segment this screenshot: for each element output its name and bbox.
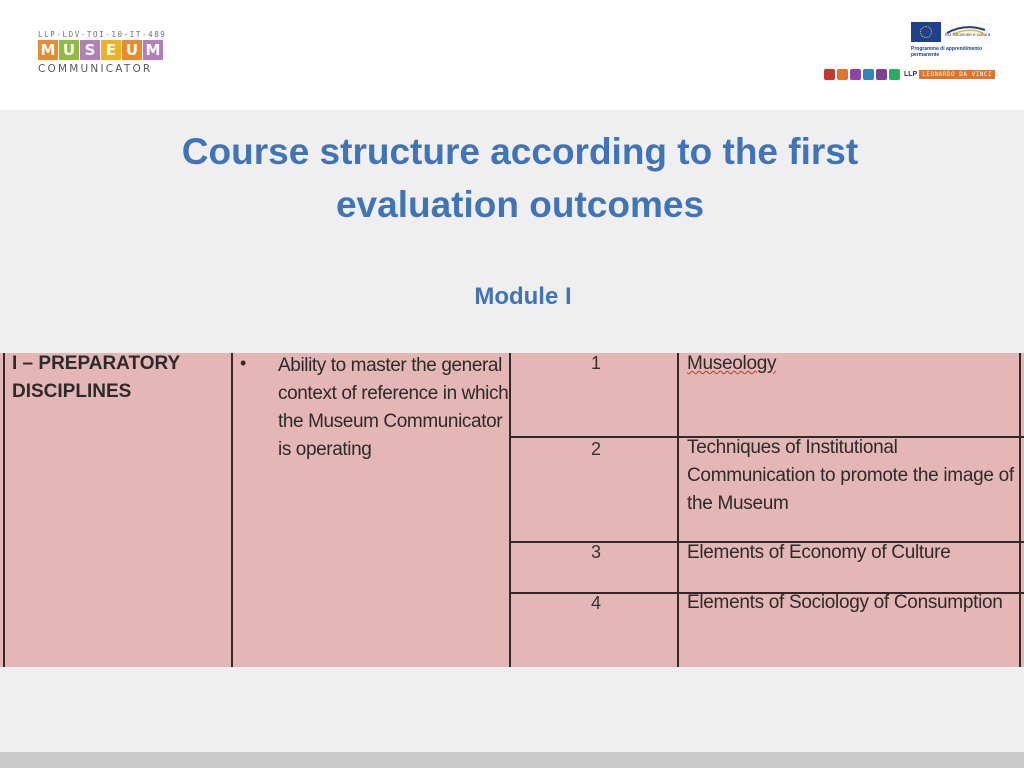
slide-title: Course structure according to the first evaluation outcomes <box>181 131 859 225</box>
ldv-square-icon <box>876 69 887 80</box>
ldv-square-icon <box>850 69 861 80</box>
slide-header <box>0 0 1024 110</box>
eu-flag-icon <box>911 22 941 42</box>
logo-museum-letters <box>38 40 164 60</box>
ldv-square-icon <box>863 69 874 80</box>
logo-letter: S <box>80 40 100 60</box>
module-table <box>0 353 1024 667</box>
subject-cell: Elements of Sociology of Consumption <box>687 592 1003 613</box>
ldv-square-icon <box>889 69 900 80</box>
table-border <box>1019 353 1021 667</box>
logo-letter: M <box>38 40 58 60</box>
table-border <box>231 353 233 667</box>
description-cell: Ability to master the general context of reference in which the Museum Communicator is operating <box>278 355 509 460</box>
ldv-square-icon <box>824 69 835 80</box>
logo-letter: U <box>59 40 79 60</box>
logo-letter: U <box>122 40 142 60</box>
leonardo-da-vinci-logo <box>824 66 995 82</box>
subject-text: Museology <box>687 353 777 374</box>
row-number: 2 <box>590 439 601 459</box>
eu-program-text: Programma di apprendimento permanente <box>911 46 983 58</box>
eu-lifelong-learning-logo <box>911 22 993 62</box>
ldv-llp-label: LLP <box>904 70 918 78</box>
row-number: 3 <box>590 542 601 562</box>
logo-subtitle: COMMUNICATOR <box>38 63 153 75</box>
logo-letter: M <box>143 40 163 60</box>
row-number: 1 <box>590 353 601 373</box>
museum-communicator-logo <box>38 30 178 80</box>
table-border <box>3 353 5 667</box>
logo-letter: E <box>101 40 121 60</box>
slide-subtitle: Module I <box>474 283 572 310</box>
row-number: 4 <box>590 593 601 613</box>
ldv-square-icon <box>837 69 848 80</box>
project-code: LLP-LDV-TOI-10-IT-489 <box>38 30 167 39</box>
category-cell: I – PREPARATORY DISCIPLINES <box>12 353 180 402</box>
eu-small-text: EU istruzione e cultura <box>945 32 991 37</box>
subject-cell: Techniques of Institutional Communication to promote the image of the Museum <box>687 437 1014 514</box>
subject-cell: Elements of Economy of Culture <box>687 542 951 563</box>
ldv-label: LEONARDO DA VINCI <box>919 70 995 79</box>
bullet-icon: • <box>240 353 247 373</box>
footer-bar <box>0 752 1024 768</box>
table-border <box>677 353 679 667</box>
subject-cell <box>687 353 1017 378</box>
